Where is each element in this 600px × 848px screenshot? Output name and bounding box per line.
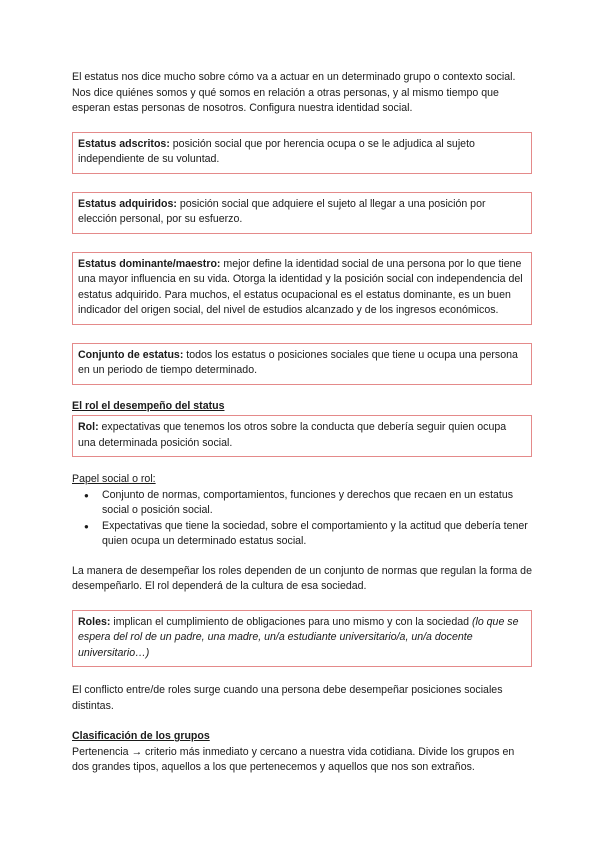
definition: implican el cumplimiento de obligaciones para uno mismo y con la sociedad: [110, 615, 472, 628]
papel-list: [72, 488, 532, 550]
definition: mejor define la identidad social de una persona por lo que tiene una mayor influencia en su vida. Otorga la identidad y la posición social con independencia del estatus adquirido. Para muchos, el estatus ocupacional es el estatus dominante, es un buen indicador del origen social, del nivel de estudios alcanzado y de los ingresos económicos.: [78, 257, 523, 316]
papel-title: Papel social o rol:: [72, 473, 156, 485]
term: Estatus dominante/maestro:: [78, 257, 221, 270]
list-item: ● Expectativas que tiene la sociedad, sobre el comportamiento y la actitud que debería tener quien ocupa un determinado estatus social.: [92, 519, 532, 550]
definition: posición social que adquiere el sujeto al llegar a una posición por elección personal, por su esfuerzo.: [78, 197, 486, 225]
paragraph-conflicto: El conflicto entre/de roles surge cuando una persona debe desempeñar posiciones sociales distintas.: [72, 684, 503, 712]
term: Conjunto de estatus:: [78, 348, 184, 361]
term: Estatus adquiridos:: [78, 197, 177, 210]
box-estatus-adscritos: [72, 132, 532, 174]
box-estatus-dominante: [72, 252, 532, 325]
paragraph-pertenencia: Pertenencia → criterio más inmediato y cercano a nuestra vida cotidiana. Divide los grupos en dos grandes tipos, aquellos a los que pertenecemos y aquellos que nos son extraños.: [72, 745, 515, 773]
list-item: ● Conjunto de normas, comportamientos, funciones y derechos que recaen en un estatus social o posición social.: [92, 488, 532, 519]
intro-paragraph: El estatus nos dice mucho sobre cómo va a actuar en un determinado grupo o contexto social. Nos dice quiénes somos y qué somos en relación a otras personas, y al mismo tiempo que esperan estas personas de nosotros. Configura nuestra identidad social.: [72, 71, 516, 114]
term: Roles:: [78, 615, 111, 628]
document-page: [72, 70, 532, 776]
heading-rol: El rol el desempeño del status: [72, 399, 225, 412]
box-roles: [72, 610, 532, 668]
heading-grupos: Clasificación de los grupos: [72, 730, 210, 742]
definition-example: (lo que se espera del rol de un padre, una madre, un/a estudiante universitario/a, un/a docente universitario…): [78, 615, 519, 659]
definition: todos los estatus o posiciones sociales que tiene u ocupa una persona en un periodo de tiempo determinado.: [78, 348, 518, 376]
term: Estatus adscritos:: [78, 137, 170, 150]
box-estatus-adquiridos: [72, 192, 532, 234]
box-conjunto-estatus: [72, 343, 532, 385]
term: Rol:: [78, 421, 99, 433]
definition: posición social que por herencia ocupa o se le adjudica al sujeto independiente de su voluntad.: [78, 137, 475, 165]
box-rol: [72, 415, 532, 457]
paragraph-desempenar: La manera de desempeñar los roles dependen de un conjunto de normas que regulan la forma de desempeñarlo. El rol dependerá de la cultura de esa sociedad.: [72, 564, 532, 592]
definition: expectativas que tenemos los otros sobre la conducta que debería seguir quien ocupa una determinada posición social.: [78, 421, 507, 449]
